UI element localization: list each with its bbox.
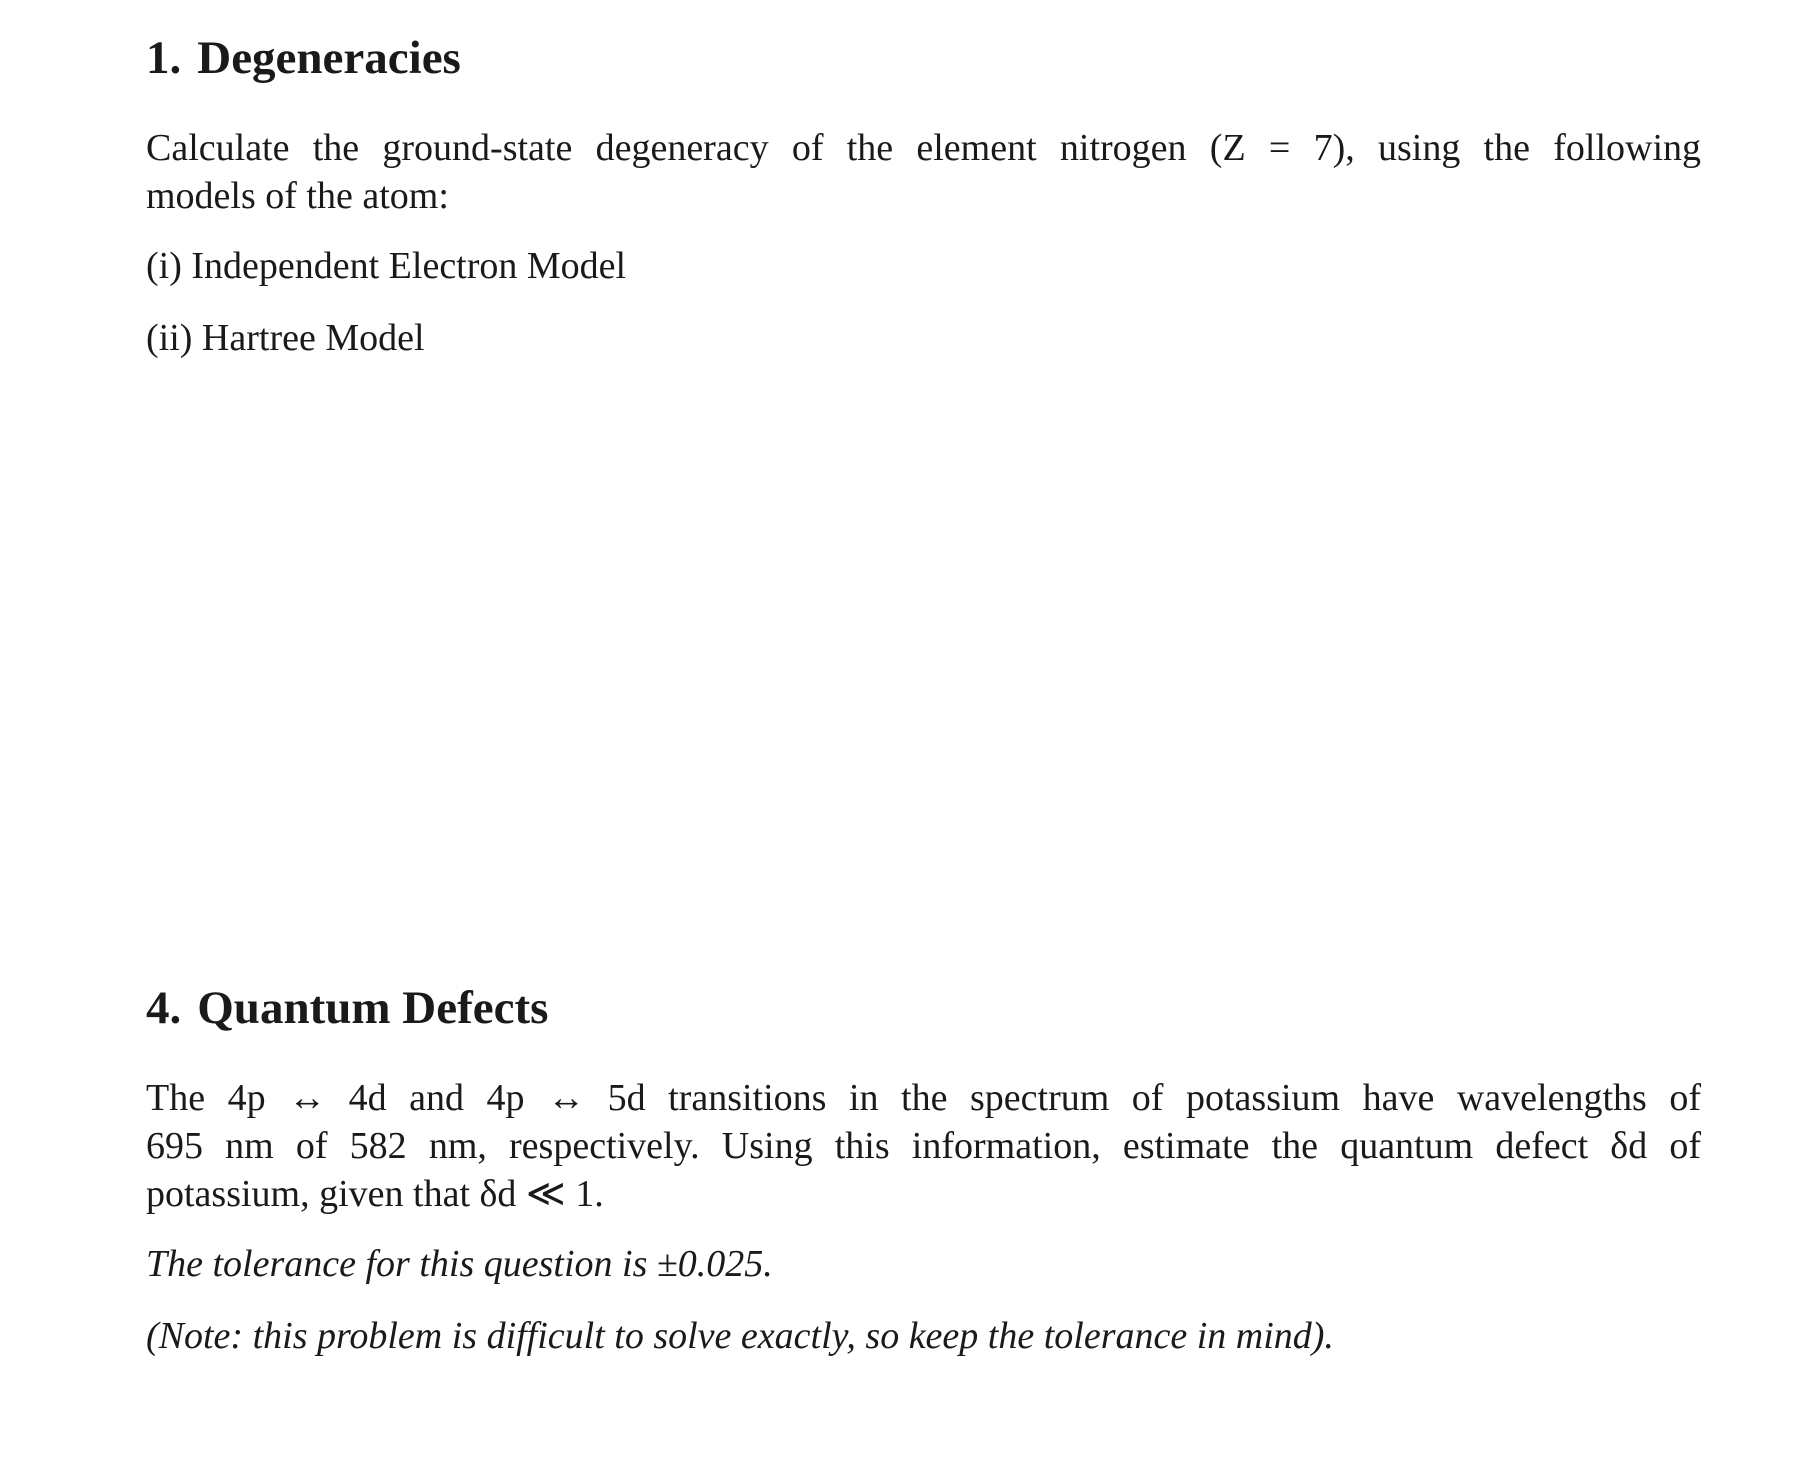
section-heading	[146, 30, 1701, 86]
section-title: Degeneracies	[197, 32, 461, 84]
section-title: Quantum Defects	[197, 982, 549, 1034]
paragraph-line: Calculate the ground-state degeneracy of the element nitrogen (Z = 7), using the following	[146, 127, 1701, 169]
section-quantum-defects	[146, 980, 1701, 1384]
tolerance-note: The tolerance for this question is ±0.025.	[146, 1243, 773, 1285]
section-number: 1.	[146, 32, 182, 84]
difficulty-note: (Note: this problem is difficult to solve exactly, so keep the tolerance in mind).	[146, 1315, 1334, 1357]
list-item-independent-electron-model: (i) Independent Electron Model	[146, 245, 627, 287]
section-heading	[146, 980, 1701, 1036]
paragraph-line: models of the atom:	[146, 175, 449, 217]
problem-statement	[146, 124, 1701, 220]
paragraph-line: The 4p ↔ 4d and 4p ↔ 5d transitions in the spectrum of potassium have wavelengths of	[146, 1077, 1701, 1119]
section-number: 4.	[146, 982, 182, 1034]
list-item-hartree-model: (ii) Hartree Model	[146, 317, 425, 359]
problem-statement	[146, 1074, 1701, 1218]
paragraph-line: 695 nm of 582 nm, respectively. Using this information, estimate the quantum defect δd of	[146, 1125, 1701, 1167]
paragraph-line: potassium, given that δd ≪ 1.	[146, 1173, 604, 1215]
section-degeneracies	[146, 30, 1701, 386]
